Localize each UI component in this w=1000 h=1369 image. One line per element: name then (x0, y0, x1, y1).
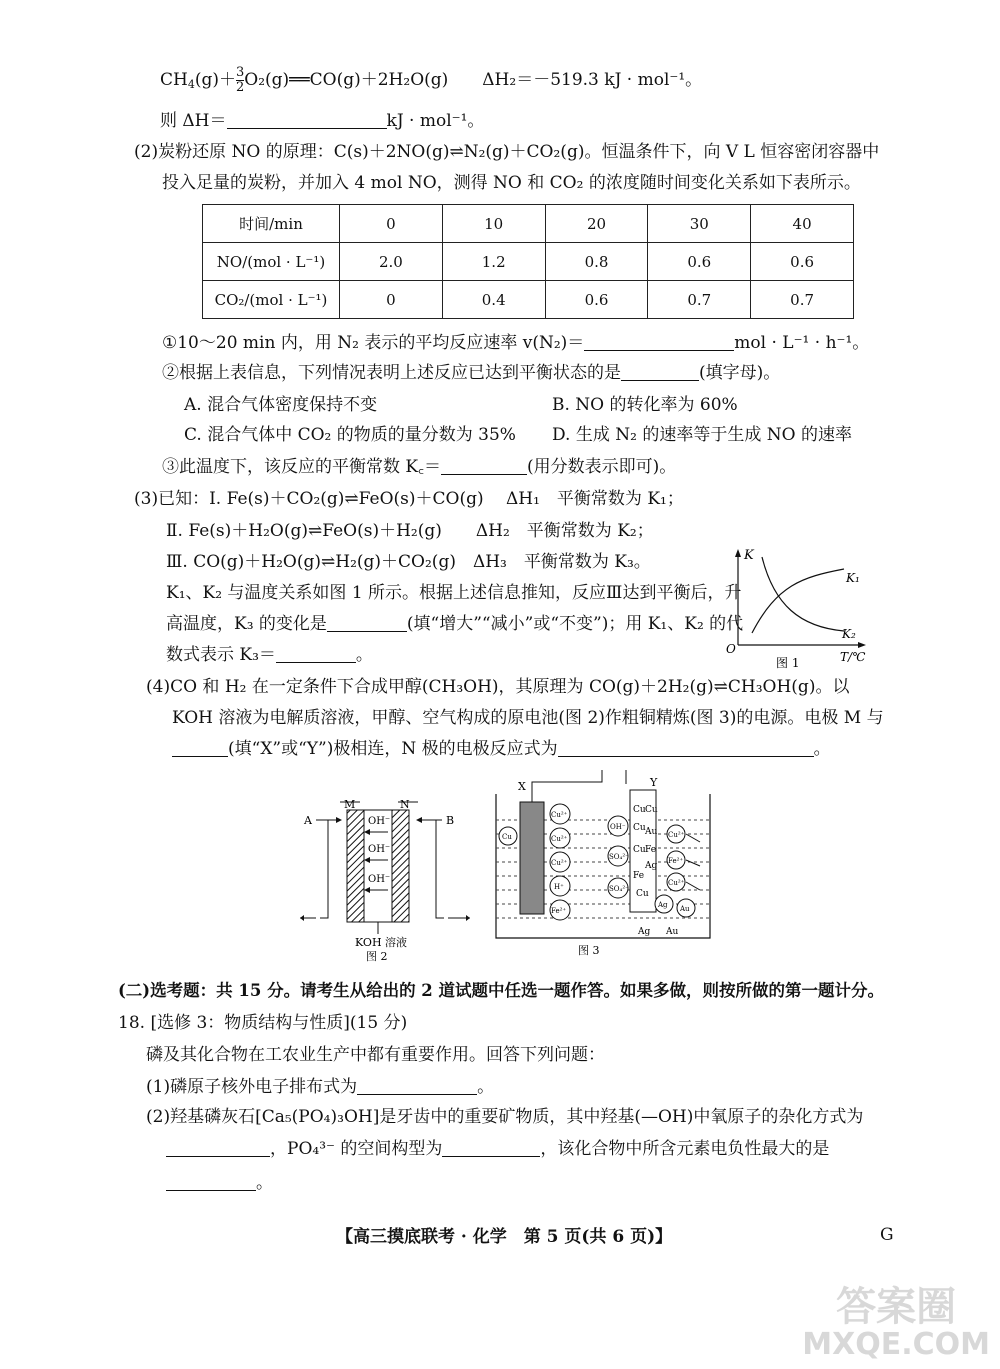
answer-blank[interactable] (584, 334, 734, 351)
fig2-oh: OH⁻ (368, 844, 391, 855)
page-footer: 【高三摸底联考 · 化学 第 5 页(共 6 页)】 (336, 1227, 673, 1247)
fig2-oh: OH⁻ (368, 874, 391, 885)
fig3-ag: Ag (638, 927, 651, 937)
fig1-origin: O (726, 642, 736, 656)
fig3-so4: SO₄²⁻ (609, 885, 629, 893)
eq-ch: CH (160, 70, 188, 90)
q2-post: (填字母)。 (699, 363, 781, 383)
table-header-row (203, 205, 854, 243)
answer-blank[interactable] (327, 615, 407, 632)
fig1-k1-label: K₁ (846, 571, 860, 585)
fig3-caption: 图 3 (578, 944, 600, 957)
p3-6-pre: 数式表示 K₃＝ (166, 645, 276, 665)
p3-6-post: 。 (355, 645, 373, 665)
table-header: 40 (751, 205, 854, 243)
question-18-2c (166, 1172, 273, 1194)
fig3-cu2: Cu²⁺ (551, 859, 568, 867)
fig2-a-label: A (304, 814, 312, 827)
part4-line1: (4)CO 和 H₂ 在一定条件下合成甲醇(CH₃OH)，其原理为 CO(g)＋2H₂(g)⇌CH₃OH(g)。以 (146, 677, 850, 697)
electrode-x (520, 802, 544, 914)
fig3-cu: Cu (636, 889, 649, 899)
fig3-so4: SO₄²⁻ (609, 853, 629, 861)
fig3-fe2: Fe²⁺ (551, 907, 567, 915)
table-header: 10 (442, 205, 545, 243)
equation-h2: $CH_4(g)+$ $\frac{3}{2}$ O₂(g)══CO(g)＋2H₂O(g) ΔH₂＝－519.3 kJ · mol⁻¹。 (160, 65, 703, 95)
option-c: C. 混合气体中 CO₂ 的物质的量分数为 35% (184, 425, 516, 445)
part3-line1: (3)已知：Ⅰ. Fe(s)＋CO₂(g)⇌FeO(s)＋CO(g) ΔH₁ 平衡常数为 K₁； (134, 489, 684, 509)
fig3-x-label: X (518, 780, 526, 793)
fig3-au: Au (645, 827, 658, 837)
fig3-cu: Cu (633, 805, 646, 815)
part3-line4: K₁、K₂ 与温度关系如图 1 所示。根据上述信息推知，反应Ⅲ达到平衡后，升 (166, 583, 742, 603)
eq-mid: (g)＋ (194, 70, 236, 90)
table-cell: 0.7 (648, 281, 751, 319)
frac-den: 2 (236, 80, 245, 95)
table-cell: 0.4 (442, 281, 545, 319)
q18-2b-mid: ，PO₄³⁻ 的空间构型为 (270, 1139, 443, 1159)
fig3-cu2: Cu²⁺ (551, 811, 568, 819)
table-cell: 0.6 (648, 243, 751, 281)
part3-line6 (166, 644, 373, 666)
question-rate (162, 332, 869, 354)
table-cell: 0 (340, 281, 443, 319)
fig3-fe2: Fe²⁺ (668, 857, 684, 865)
table-cell: 0.6 (545, 281, 648, 319)
answer-blank[interactable] (172, 740, 228, 757)
question-18-2: (2)羟基磷灰石[Ca₅(PO₄)₃OH]是牙齿中的重要矿物质，其中羟基(—OH)中氧原子的杂化方式为 (146, 1107, 864, 1127)
answer-blank[interactable] (357, 1078, 477, 1095)
table-cell: 0.8 (545, 243, 648, 281)
fig3-cu: Cu (633, 845, 646, 855)
fig3-cu2: Cu²⁺ (551, 835, 568, 843)
part4-line3 (172, 738, 831, 760)
eq-rest: O₂(g)══CO(g)＋2H₂O(g) ΔH₂＝－519.3 kJ · mol⁻¹。 (244, 70, 703, 90)
fig1-caption: 图 1 (776, 656, 800, 670)
p3-5-pre: 高温度，K₃ 的变化是 (166, 614, 327, 634)
electrode-n (392, 810, 409, 922)
table-header: 30 (648, 205, 751, 243)
fig1-ylabel: K (744, 548, 754, 563)
part2-line2: 投入足量的炭粉，并加入 4 mol NO，测得 NO 和 CO₂ 的浓度随时间变化关系如下表所示。 (162, 173, 861, 193)
watermark-bottom: MXQE.COM (802, 1327, 990, 1362)
fig2-caption: 图 2 (366, 950, 388, 963)
table-row (203, 243, 854, 281)
part4-line2: KOH 溶液为电解质溶液，甲醇、空气构成的原电池(图 2)作粗铜精炼(图 3)的电源。电极 M 与 (172, 708, 884, 728)
part2-line1: (2)炭粉还原 NO 的原理：C(s)＋2NO(g)⇌N₂(g)＋CO₂(g)。恒温条件下，向 V L 恒容密闭容器中 (134, 142, 880, 162)
delta-h-answer (160, 110, 484, 132)
fig1-xlabel: T/℃ (840, 650, 866, 664)
answer-blank[interactable] (442, 1140, 540, 1157)
part3-line2: Ⅱ. Fe(s)＋H₂O(g)⇌FeO(s)＋H₂(g) ΔH₂ 平衡常数为 K₂； (166, 521, 654, 541)
figure-1-k-vs-t (722, 545, 870, 670)
fig3-cu: Cu (645, 805, 658, 815)
question-equilibrium (162, 362, 780, 384)
fig3-fe: Fe (645, 845, 657, 855)
table-header: 0 (340, 205, 443, 243)
fig3-ag: Ag (658, 901, 668, 909)
fig1-k2-label: K₂ (842, 627, 856, 641)
question-kc (162, 456, 676, 478)
q18-2b-post: ，该化合物中所含元素电负性最大的是 (540, 1139, 830, 1159)
q3-pre: ③此温度下，该反应的平衡常数 K꜀＝ (162, 457, 441, 477)
answer-blank[interactable] (166, 1174, 256, 1191)
fig3-cu: Cu (502, 833, 512, 841)
fig3-cu2: Cu²⁺ (668, 879, 685, 887)
fig3-h: H⁺ (554, 883, 564, 891)
k1-curve (752, 569, 844, 633)
figure-3-copper-refining (492, 768, 714, 960)
q1-post: mol · L⁻¹ · h⁻¹。 (734, 333, 870, 353)
answer-blank[interactable] (166, 1140, 270, 1157)
fig3-fe: Fe (633, 871, 645, 881)
fig2-n-label: N (400, 798, 410, 811)
electrode-m (347, 810, 364, 922)
question-18-title: 18. [选修 3：物质结构与性质](15 分) (118, 1013, 408, 1033)
fig3-cu2: Cu²⁺ (668, 831, 685, 839)
fig2-solution: KOH 溶液 (355, 936, 408, 949)
fig2-b-label: B (446, 814, 455, 827)
q18-1-pre: (1)磷原子核外电子排布式为 (146, 1077, 358, 1097)
option-a: A. 混合气体密度保持不变 (184, 395, 378, 415)
question-18-1 (146, 1076, 494, 1098)
answer-blank[interactable] (558, 740, 814, 757)
fig3-y-label: Y (650, 776, 658, 789)
section-2-heading: (二)选考题：共 15 分。请考生从给出的 2 道试题中任选一题作答。如果多做，则按所做的第一题计分。 (118, 981, 885, 1000)
question-18-2b (166, 1138, 829, 1160)
fig3-au: Au (666, 927, 679, 937)
answer-blank[interactable] (441, 458, 527, 475)
frac-num: 3 (236, 65, 245, 80)
dh-post: kJ · mol⁻¹。 (386, 111, 485, 131)
table-cell: 0.7 (751, 281, 854, 319)
watermark-top: 答案圈 (836, 1284, 957, 1330)
table-cell: 0.6 (751, 243, 854, 281)
table-header: 时间/min (203, 205, 340, 243)
fig3-cu: Cu (633, 823, 646, 833)
answer-blank[interactable] (276, 646, 356, 663)
question-18-intro: 磷及其化合物在工农业生产中都有重要作用。回答下列问题： (146, 1045, 605, 1065)
paper-code: G (880, 1225, 894, 1245)
figure-2-fuel-cell (300, 796, 472, 966)
watermark (802, 1285, 990, 1361)
dh-pre: 则 ΔH＝ (160, 111, 227, 131)
p4-3-mid: (填“X”或“Y”)极相连，N 极的电极反应式为 (228, 739, 558, 759)
part3-line5 (166, 613, 743, 635)
table-cell: 2.0 (340, 243, 443, 281)
table-header: 20 (545, 205, 648, 243)
p4-3-post: 。 (813, 739, 831, 759)
part3-line3: Ⅲ. CO(g)＋H₂O(g)⇌H₂(g)＋CO₂(g) ΔH₃ 平衡常数为 K₃。 (166, 552, 651, 572)
fig3-au: Au (680, 905, 690, 913)
q1-pre: ①10～20 min 内，用 N₂ 表示的平均反应速率 v(N₂)＝ (162, 333, 585, 353)
concentration-table (202, 204, 854, 319)
k2-curve (762, 557, 844, 631)
option-d: D. 生成 N₂ 的速率等于生成 NO 的速率 (552, 425, 852, 445)
table-cell: 1.2 (442, 243, 545, 281)
fig2-m-label: M (344, 798, 356, 811)
answer-blank[interactable] (621, 364, 699, 381)
table-row (203, 281, 854, 319)
q3-post: (用分数表示即可)。 (527, 457, 677, 477)
table-cell: NO/(mol · L⁻¹) (203, 243, 340, 281)
option-b: B. NO 的转化率为 60% (552, 395, 738, 415)
fig3-ag: Ag (645, 861, 658, 871)
table-cell: CO₂/(mol · L⁻¹) (203, 281, 340, 319)
q18-1-post: 。 (477, 1077, 495, 1097)
answer-blank[interactable] (227, 112, 387, 129)
fig2-oh: OH⁻ (368, 816, 391, 827)
fig3-oh: OH⁻ (610, 823, 626, 831)
q2-pre: ②根据上表信息，下列情况表明上述反应已达到平衡状态的是 (162, 363, 621, 383)
p3-5-post: (填“增大”“减小”或“不变”)；用 K₁、K₂ 的代 (406, 614, 744, 634)
q18-2c-post: 。 (256, 1173, 273, 1193)
